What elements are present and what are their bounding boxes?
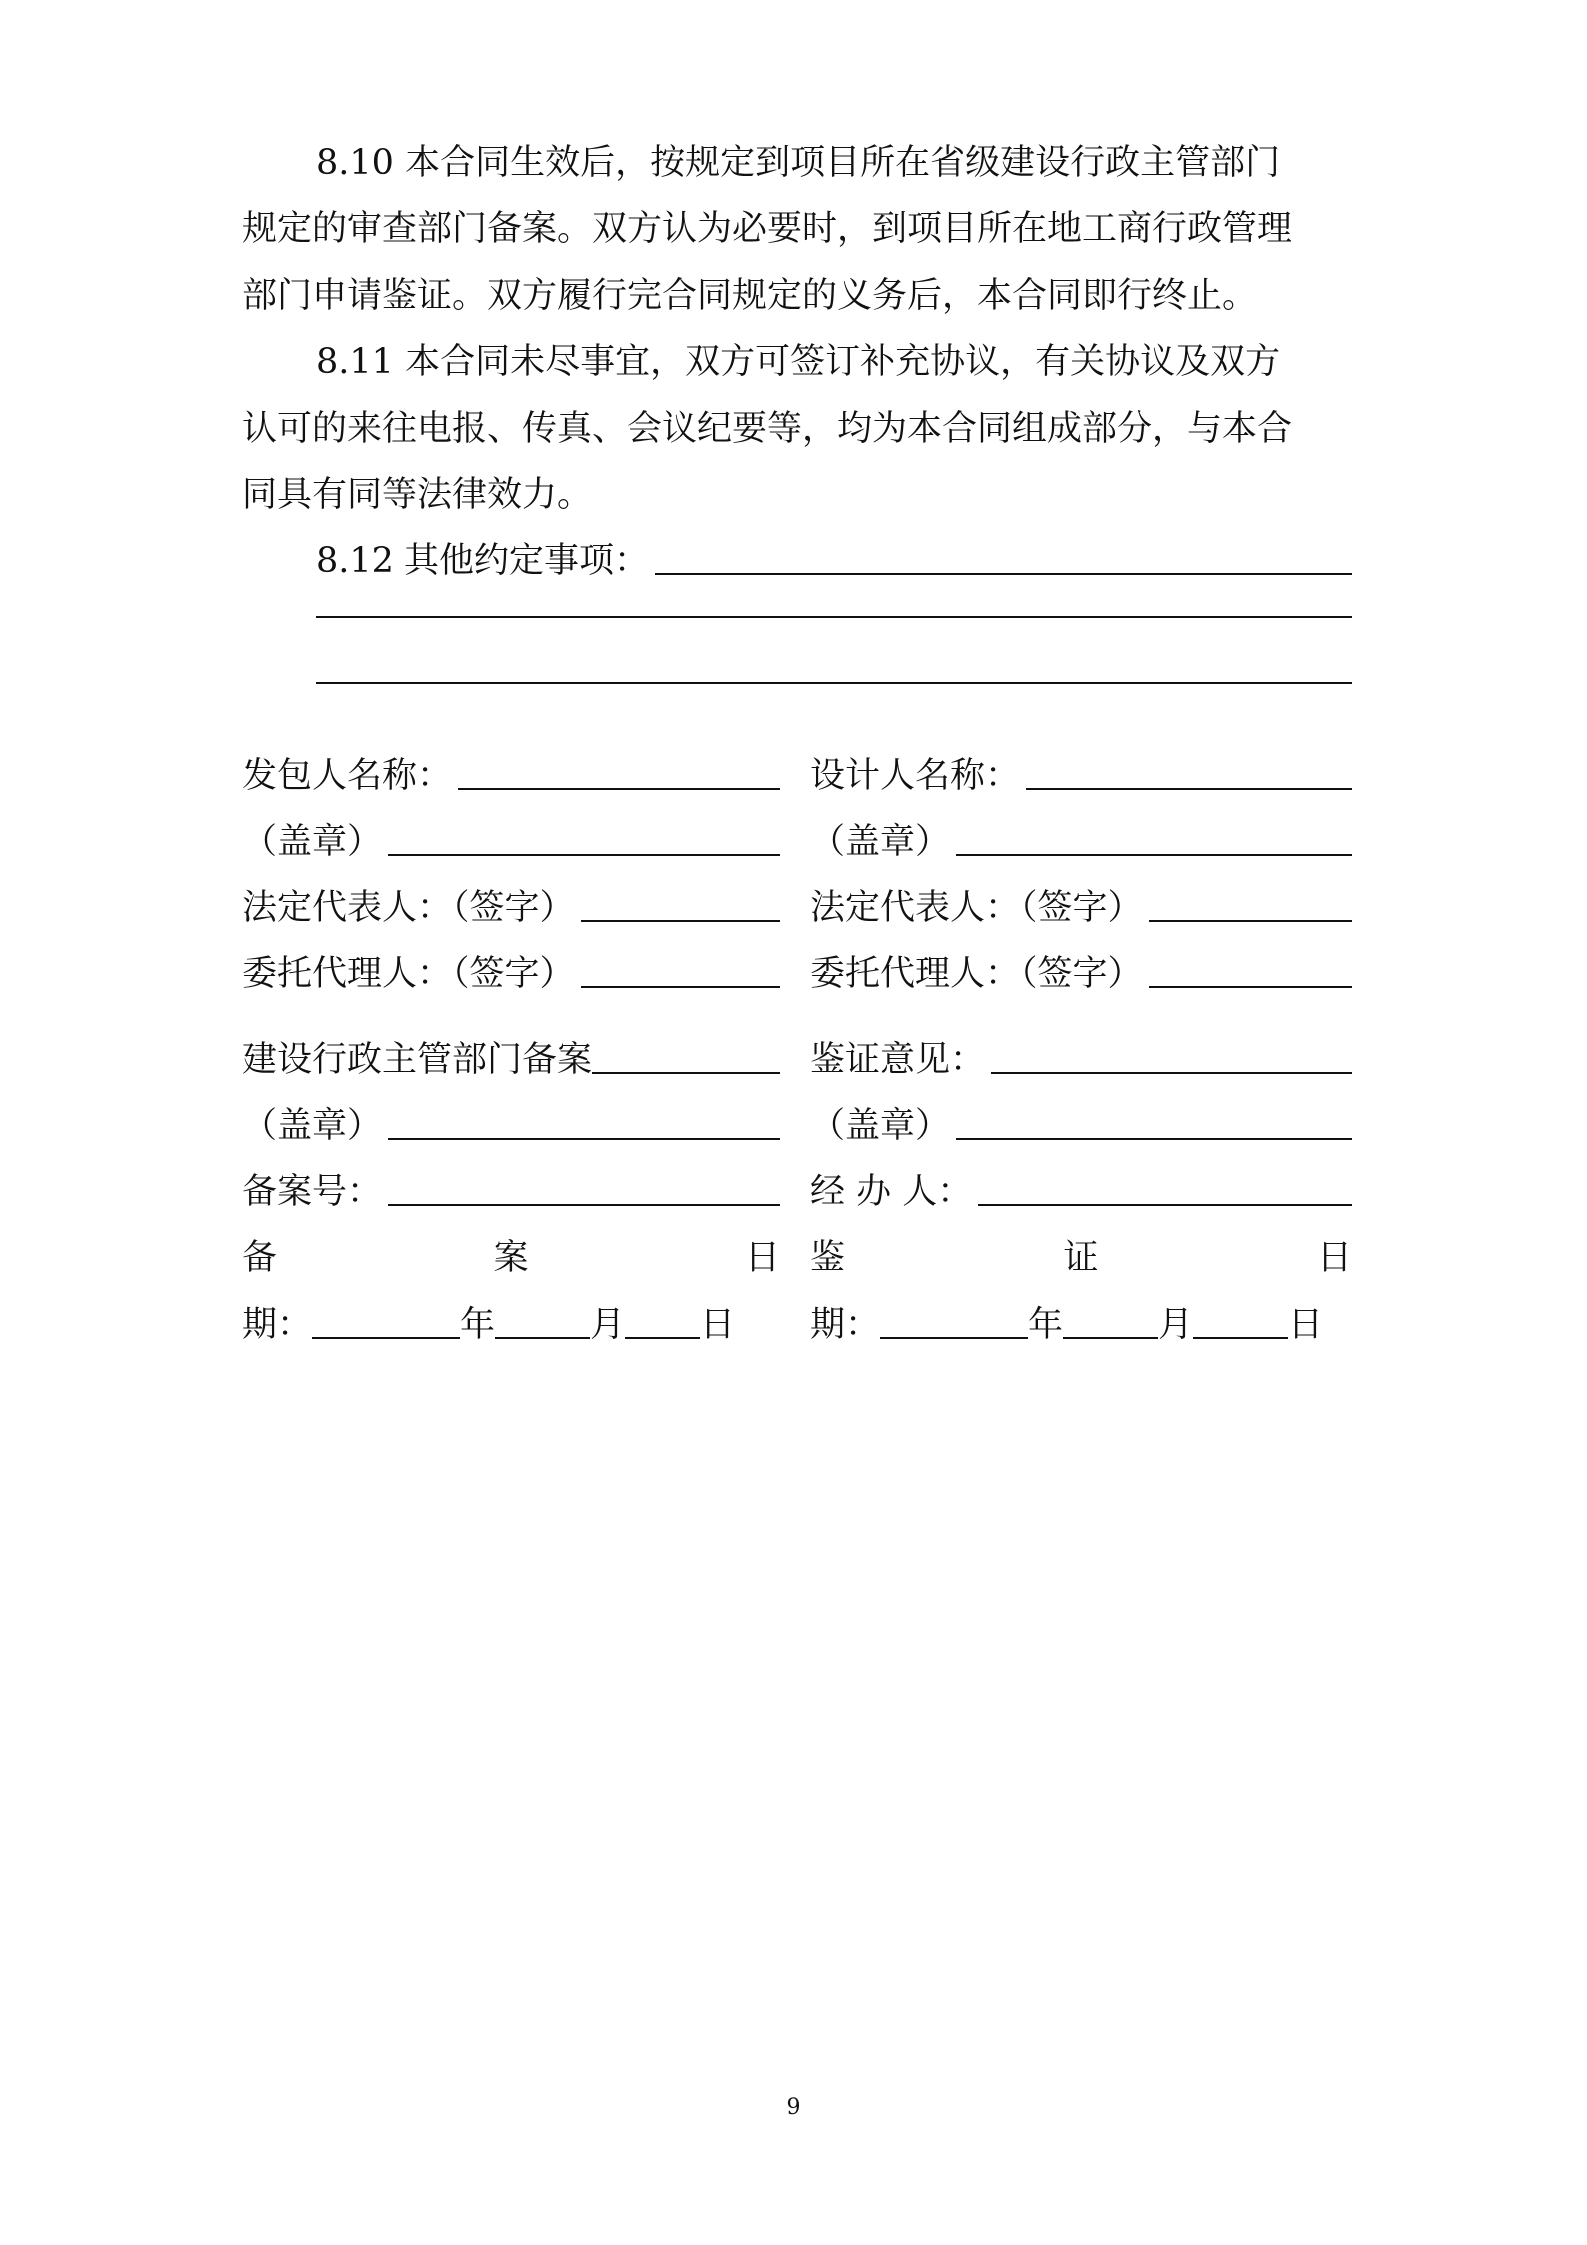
filing-number-field[interactable] <box>388 1162 780 1206</box>
verify-date-char: 日 <box>1316 1238 1352 1278</box>
verify-month-field[interactable] <box>1063 1295 1158 1339</box>
filing-year-label: 年 <box>460 1305 496 1345</box>
employer-seal-row <box>242 812 780 872</box>
handler-row <box>810 1162 1352 1222</box>
page-number: 9 <box>786 2095 801 2120</box>
employer-agent-label: 委托代理人：（签字） <box>242 954 575 994</box>
other-terms-field-3[interactable] <box>316 682 1352 684</box>
verification-opinion-field[interactable] <box>991 1030 1352 1074</box>
clause-8-11-line-1 <box>316 332 1352 392</box>
filing-seal-row <box>242 1096 780 1156</box>
filing-day-label: 日 <box>700 1305 736 1345</box>
designer-seal-label: （盖章） <box>810 822 951 862</box>
clause-8-10-line-3: 部门申请鉴证。双方履行完合同规定的义务后，本合同即行终止。 <box>242 276 1258 316</box>
employer-name-label: 发包人名称： <box>242 756 453 796</box>
designer-agent-row <box>810 944 1352 1004</box>
authority-filing-label: 建设行政主管部门备案 <box>242 1040 593 1080</box>
designer-agent-label: 委托代理人：（签字） <box>810 954 1143 994</box>
verification-seal-field[interactable] <box>956 1096 1352 1140</box>
verify-date-char: 证 <box>1063 1238 1099 1278</box>
filing-date-row <box>242 1295 780 1355</box>
designer-name-field[interactable] <box>1026 746 1352 790</box>
employer-agent-row <box>242 944 780 1004</box>
clause-number: 8.11 <box>316 342 394 382</box>
filing-day-field[interactable] <box>625 1295 700 1339</box>
filing-seal-field[interactable] <box>388 1096 780 1140</box>
filing-date-char: 备 <box>242 1238 278 1278</box>
employer-seal-label: （盖章） <box>242 822 383 862</box>
clause-text: 本合同未尽事宜，双方可签订补充协议，有关协议及双方 <box>405 342 1281 382</box>
designer-legal-rep-label: 法定代表人：（签字） <box>810 888 1143 928</box>
clause-number: 8.12 <box>316 541 394 581</box>
verify-date-char: 鉴 <box>810 1238 846 1278</box>
employer-legal-rep-row <box>242 878 780 938</box>
filing-date-prefix: 期： <box>242 1305 313 1345</box>
verification-seal-row <box>810 1096 1352 1156</box>
clause-8-10-line-1 <box>316 133 1352 193</box>
verification-seal-label: （盖章） <box>810 1106 951 1146</box>
employer-legal-rep-label: 法定代表人：（签字） <box>242 888 575 928</box>
verify-day-field[interactable] <box>1193 1295 1288 1339</box>
verify-year-field[interactable] <box>880 1295 1028 1339</box>
filing-date-char: 案 <box>493 1238 529 1278</box>
clause-number: 8.10 <box>316 143 394 183</box>
other-terms-field-2[interactable] <box>316 616 1352 618</box>
filing-month-field[interactable] <box>495 1295 590 1339</box>
employer-legal-rep-field[interactable] <box>581 878 780 922</box>
authority-filing-field[interactable] <box>592 1030 780 1074</box>
designer-name-label: 设计人名称： <box>810 756 1021 796</box>
filing-number-row <box>242 1162 780 1222</box>
designer-seal-row <box>810 812 1352 872</box>
verify-year-label: 年 <box>1028 1305 1064 1345</box>
filing-number-label: 备案号： <box>242 1172 383 1212</box>
filing-date-char: 日 <box>744 1238 780 1278</box>
handler-field[interactable] <box>978 1162 1352 1206</box>
filing-year-field[interactable] <box>312 1295 460 1339</box>
clause-text: 本合同生效后，按规定到项目所在省级建设行政主管部门 <box>405 143 1281 183</box>
clause-8-12-line <box>316 531 1352 591</box>
clause-8-11-line-3: 同具有同等法律效力。 <box>242 475 593 515</box>
clause-label: 其他约定事项： <box>403 541 649 581</box>
designer-seal-field[interactable] <box>956 812 1352 856</box>
verify-month-label: 月 <box>1158 1305 1194 1345</box>
employer-seal-field[interactable] <box>388 812 780 856</box>
authority-filing-row <box>242 1030 780 1090</box>
employer-name-row <box>242 746 780 806</box>
filing-month-label: 月 <box>590 1305 626 1345</box>
filing-date-label-row <box>242 1228 780 1288</box>
designer-agent-field[interactable] <box>1149 944 1352 988</box>
verify-day-label: 日 <box>1288 1305 1324 1345</box>
other-terms-field-1[interactable] <box>655 531 1352 575</box>
verification-opinion-label: 鉴证意见： <box>810 1040 986 1080</box>
verify-date-row <box>810 1295 1352 1355</box>
clause-8-10-line-2: 规定的审查部门备案。双方认为必要时，到项目所在地工商行政管理 <box>242 209 1293 249</box>
designer-legal-rep-field[interactable] <box>1149 878 1352 922</box>
clause-8-11-line-2: 认可的来往电报、传真、会议纪要等，均为本合同组成部分，与本合 <box>242 409 1293 449</box>
designer-legal-rep-row <box>810 878 1352 938</box>
verify-date-prefix: 期： <box>810 1305 881 1345</box>
designer-name-row <box>810 746 1352 806</box>
employer-agent-field[interactable] <box>581 944 780 988</box>
verification-opinion-row <box>810 1030 1352 1090</box>
handler-label: 经 办 人： <box>810 1172 973 1212</box>
filing-seal-label: （盖章） <box>242 1106 383 1146</box>
verify-date-label-row <box>810 1228 1352 1288</box>
employer-name-field[interactable] <box>458 746 780 790</box>
